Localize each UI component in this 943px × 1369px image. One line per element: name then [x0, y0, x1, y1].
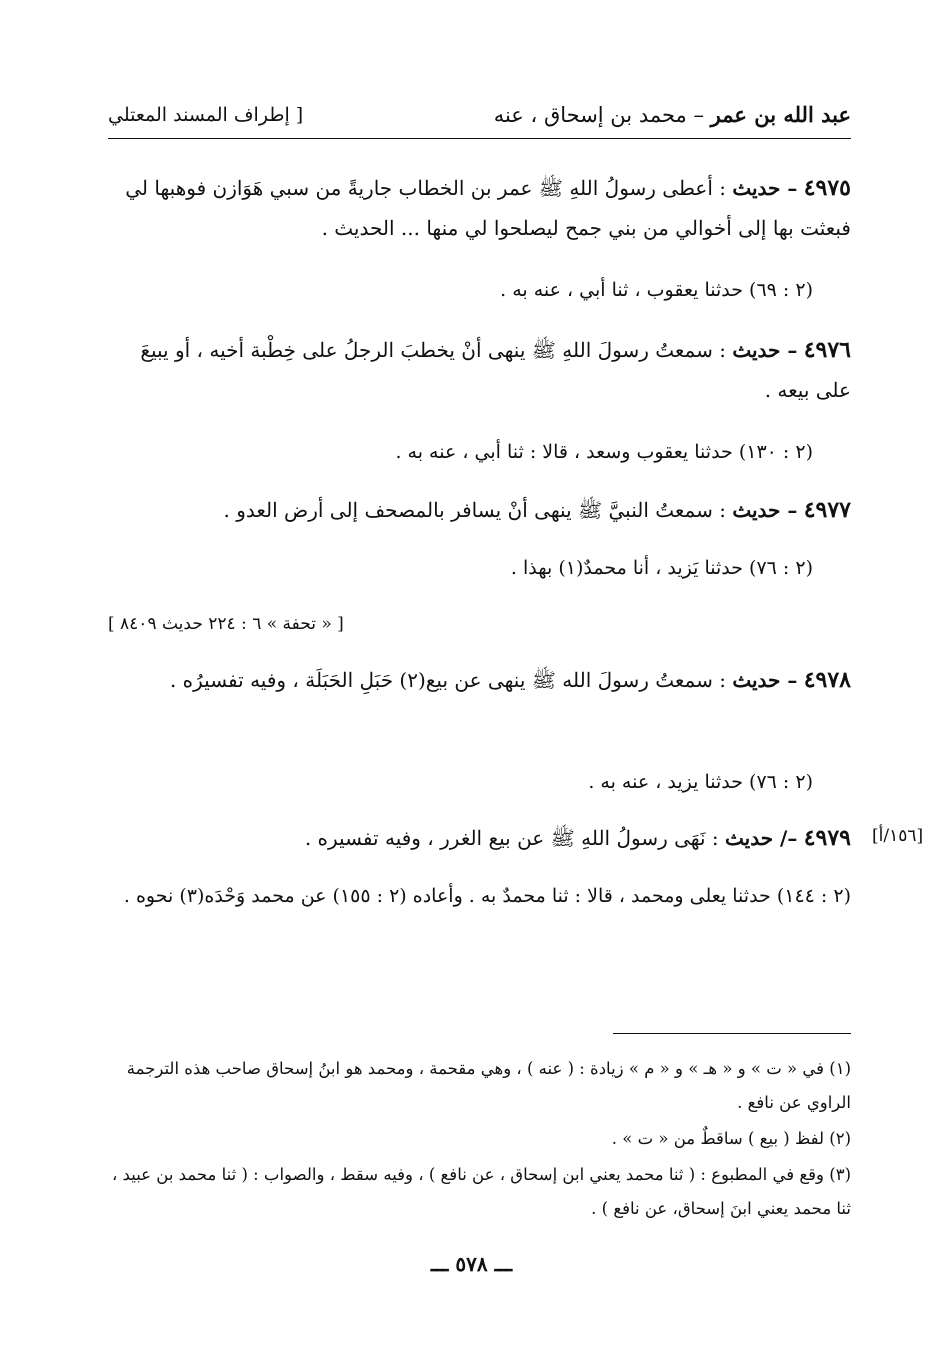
hadith-entry: ٤٩٧٦ – حديث : سمعتُ رسولَ اللهِ ﷺ ينهى أنْ يخطبَ الرجلُ على خِطْبة أخيه ، أو يبيعَ على بيعه .: [140, 337, 851, 402]
tuhfa-reference: [ « تحفة » ٦ : ٢٢٤ حديث ٨٤٠٩ ]: [108, 614, 344, 634]
footnote: (٢) لفظ ( بيع ) ساقطٌ من « ت » .: [611, 1129, 851, 1148]
footnote: (٣) وقع في المطبوع : ( ثنا محمد يعني ابن إسحاق ، عن نافع ) ، وفيه سقط ، والصواب : ( ثنا محمد بن عبيد ، ثنا محمد يعني ابنَ إسحاق، عن نافع ) .: [111, 1165, 851, 1218]
hadith-source: (٢ : ١٣٠) حدثنا يعقوب وسعد ، قالا : ثنا أبي ، عنه به .: [395, 441, 813, 463]
hadith-text: : سمعتُ رسولَ الله ﷺ ينهى عن بيع(٢) حَبَلِ الحَبَلَة ، وفيه تفسيرُه .: [169, 668, 733, 692]
hadith-keyword: حديث: [732, 338, 781, 362]
hadith-text: : سمعتُ رسولَ اللهِ ﷺ ينهى أنْ يخطبَ الرجلُ على خِطْبة أخيه ، أو يبيعَ على بيعه .: [140, 338, 851, 402]
footnote-separator: [613, 1033, 851, 1034]
hadith-source: (٢ : ٧٦) حدثنا يزيد ، عنه به .: [588, 771, 813, 793]
page-number: ـــ ٥٧٨ ـــ: [430, 1252, 513, 1276]
running-header: [108, 98, 851, 139]
hadith-number: ٤٩٧٩: [803, 825, 851, 851]
hadith-text: : سمعتُ النبيَّ ﷺ ينهى أنْ يسافر بالمصحف إلى أرض العدو .: [223, 498, 733, 522]
header-book-title: [ إطراف المسند المعتلي: [108, 104, 304, 126]
hadith-number: ٤٩٧٨: [803, 667, 851, 693]
hadith-number: ٤٩٧٥: [803, 175, 851, 201]
hadith-number: ٤٩٧٦: [803, 337, 851, 363]
hadith-entry: ٤٩٧٧ – حديث : سمعتُ النبيَّ ﷺ ينهى أنْ يسافر بالمصحف إلى أرض العدو .: [223, 497, 851, 523]
hadith-entry: ٤٩٧٨ – حديث : سمعتُ رسولَ الله ﷺ ينهى عن بيع(٢) حَبَلِ الحَبَلَة ، وفيه تفسيرُه .: [169, 667, 851, 693]
hadith-source: (٢ : ٧٦) حدثنا يَزيد ، أنا محمدٌ(١) بهذا .: [510, 557, 813, 579]
hadith-text: : أعطى رسولُ اللهِ ﷺ عمر بن الخطاب جاريةً من سبي هَوَازن فوهبها لي فبعثت بها إلى أخوالي من بني جمح ليصلحوا لي منها ... الحديث .: [125, 176, 851, 240]
hadith-keyword: حديث: [732, 498, 781, 522]
hadith-keyword: حديث: [725, 826, 774, 850]
hadith-number: ٤٩٧٧: [803, 497, 851, 523]
hadith-source: (٢ : ٦٩) حدثنا يعقوب ، ثنا أبي ، عنه به .: [500, 279, 813, 301]
hadith-keyword: حديث: [732, 668, 781, 692]
hadith-entry: ٤٩٧٥ – حديث : أعطى رسولُ اللهِ ﷺ عمر بن الخطاب جاريةً من سبي هَوَازن فوهبها لي فبعثت بها إلى أخوالي من بني جمح ليصلحوا لي منها ... الحديث .: [125, 175, 851, 240]
hadith-entry: [108, 818, 851, 858]
hadith-text: : نَهَى رسولُ اللهِ ﷺ عن بيع الغرر ، وفيه تفسيره .: [304, 826, 726, 850]
hadith-source: (٢ : ١٤٤) حدثنا يعلى ومحمد ، قالا : ثنا محمدٌ به . وأعاده (٢ : ١٥٥) عن محمد وَحْدَه(٣) نحوه .: [123, 885, 851, 907]
hadith-keyword: حديث: [732, 176, 781, 200]
header-title-rest: – محمد بن إسحاق ، عنه: [493, 103, 711, 127]
manuscript-folio-marker: [١٥٦/أ]: [872, 826, 924, 846]
footnote: (١) في « ت » و « هـ » و « م » زيادة : ( عنه ) ، وهي مقحمة ، ومحمد هو ابنُ إسحاق صاحب هذه الترجمة الراوي عن نافع .: [126, 1059, 851, 1112]
header-title: [494, 102, 851, 127]
hadith-separator: –/: [773, 826, 798, 850]
header-title-bold: عبد الله بن عمر: [710, 102, 851, 127]
